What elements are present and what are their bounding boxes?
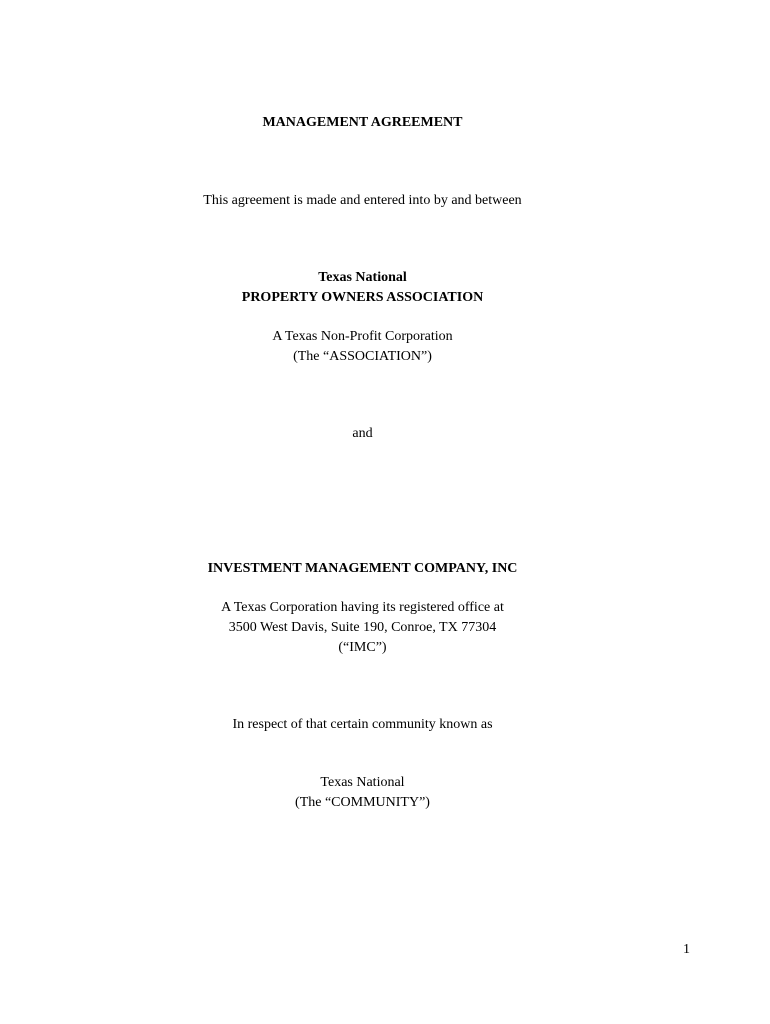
- community-label: (The “COMMUNITY”): [295, 795, 430, 810]
- company-description: A Texas Corporation having its registered office at: [221, 600, 504, 615]
- intro-text: This agreement is made and entered into by and between: [203, 193, 522, 208]
- company-name: INVESTMENT MANAGEMENT COMPANY, INC: [207, 561, 518, 576]
- company-address: 3500 West Davis, Suite 190, Conroe, TX 77304: [228, 620, 497, 635]
- community-intro-text: In respect of that certain community known as: [232, 717, 493, 732]
- association-description: A Texas Non-Profit Corporation: [272, 329, 453, 344]
- community-name: Texas National: [320, 775, 405, 790]
- association-label: (The “ASSOCIATION”): [293, 349, 432, 364]
- association-type: PROPERTY OWNERS ASSOCIATION: [241, 290, 484, 305]
- document-title: MANAGEMENT AGREEMENT: [262, 115, 463, 130]
- page-number: 1: [683, 942, 690, 957]
- conjunction-text: and: [352, 426, 373, 441]
- company-abbreviation: (“IMC”): [338, 640, 387, 655]
- association-name: Texas National: [318, 270, 407, 285]
